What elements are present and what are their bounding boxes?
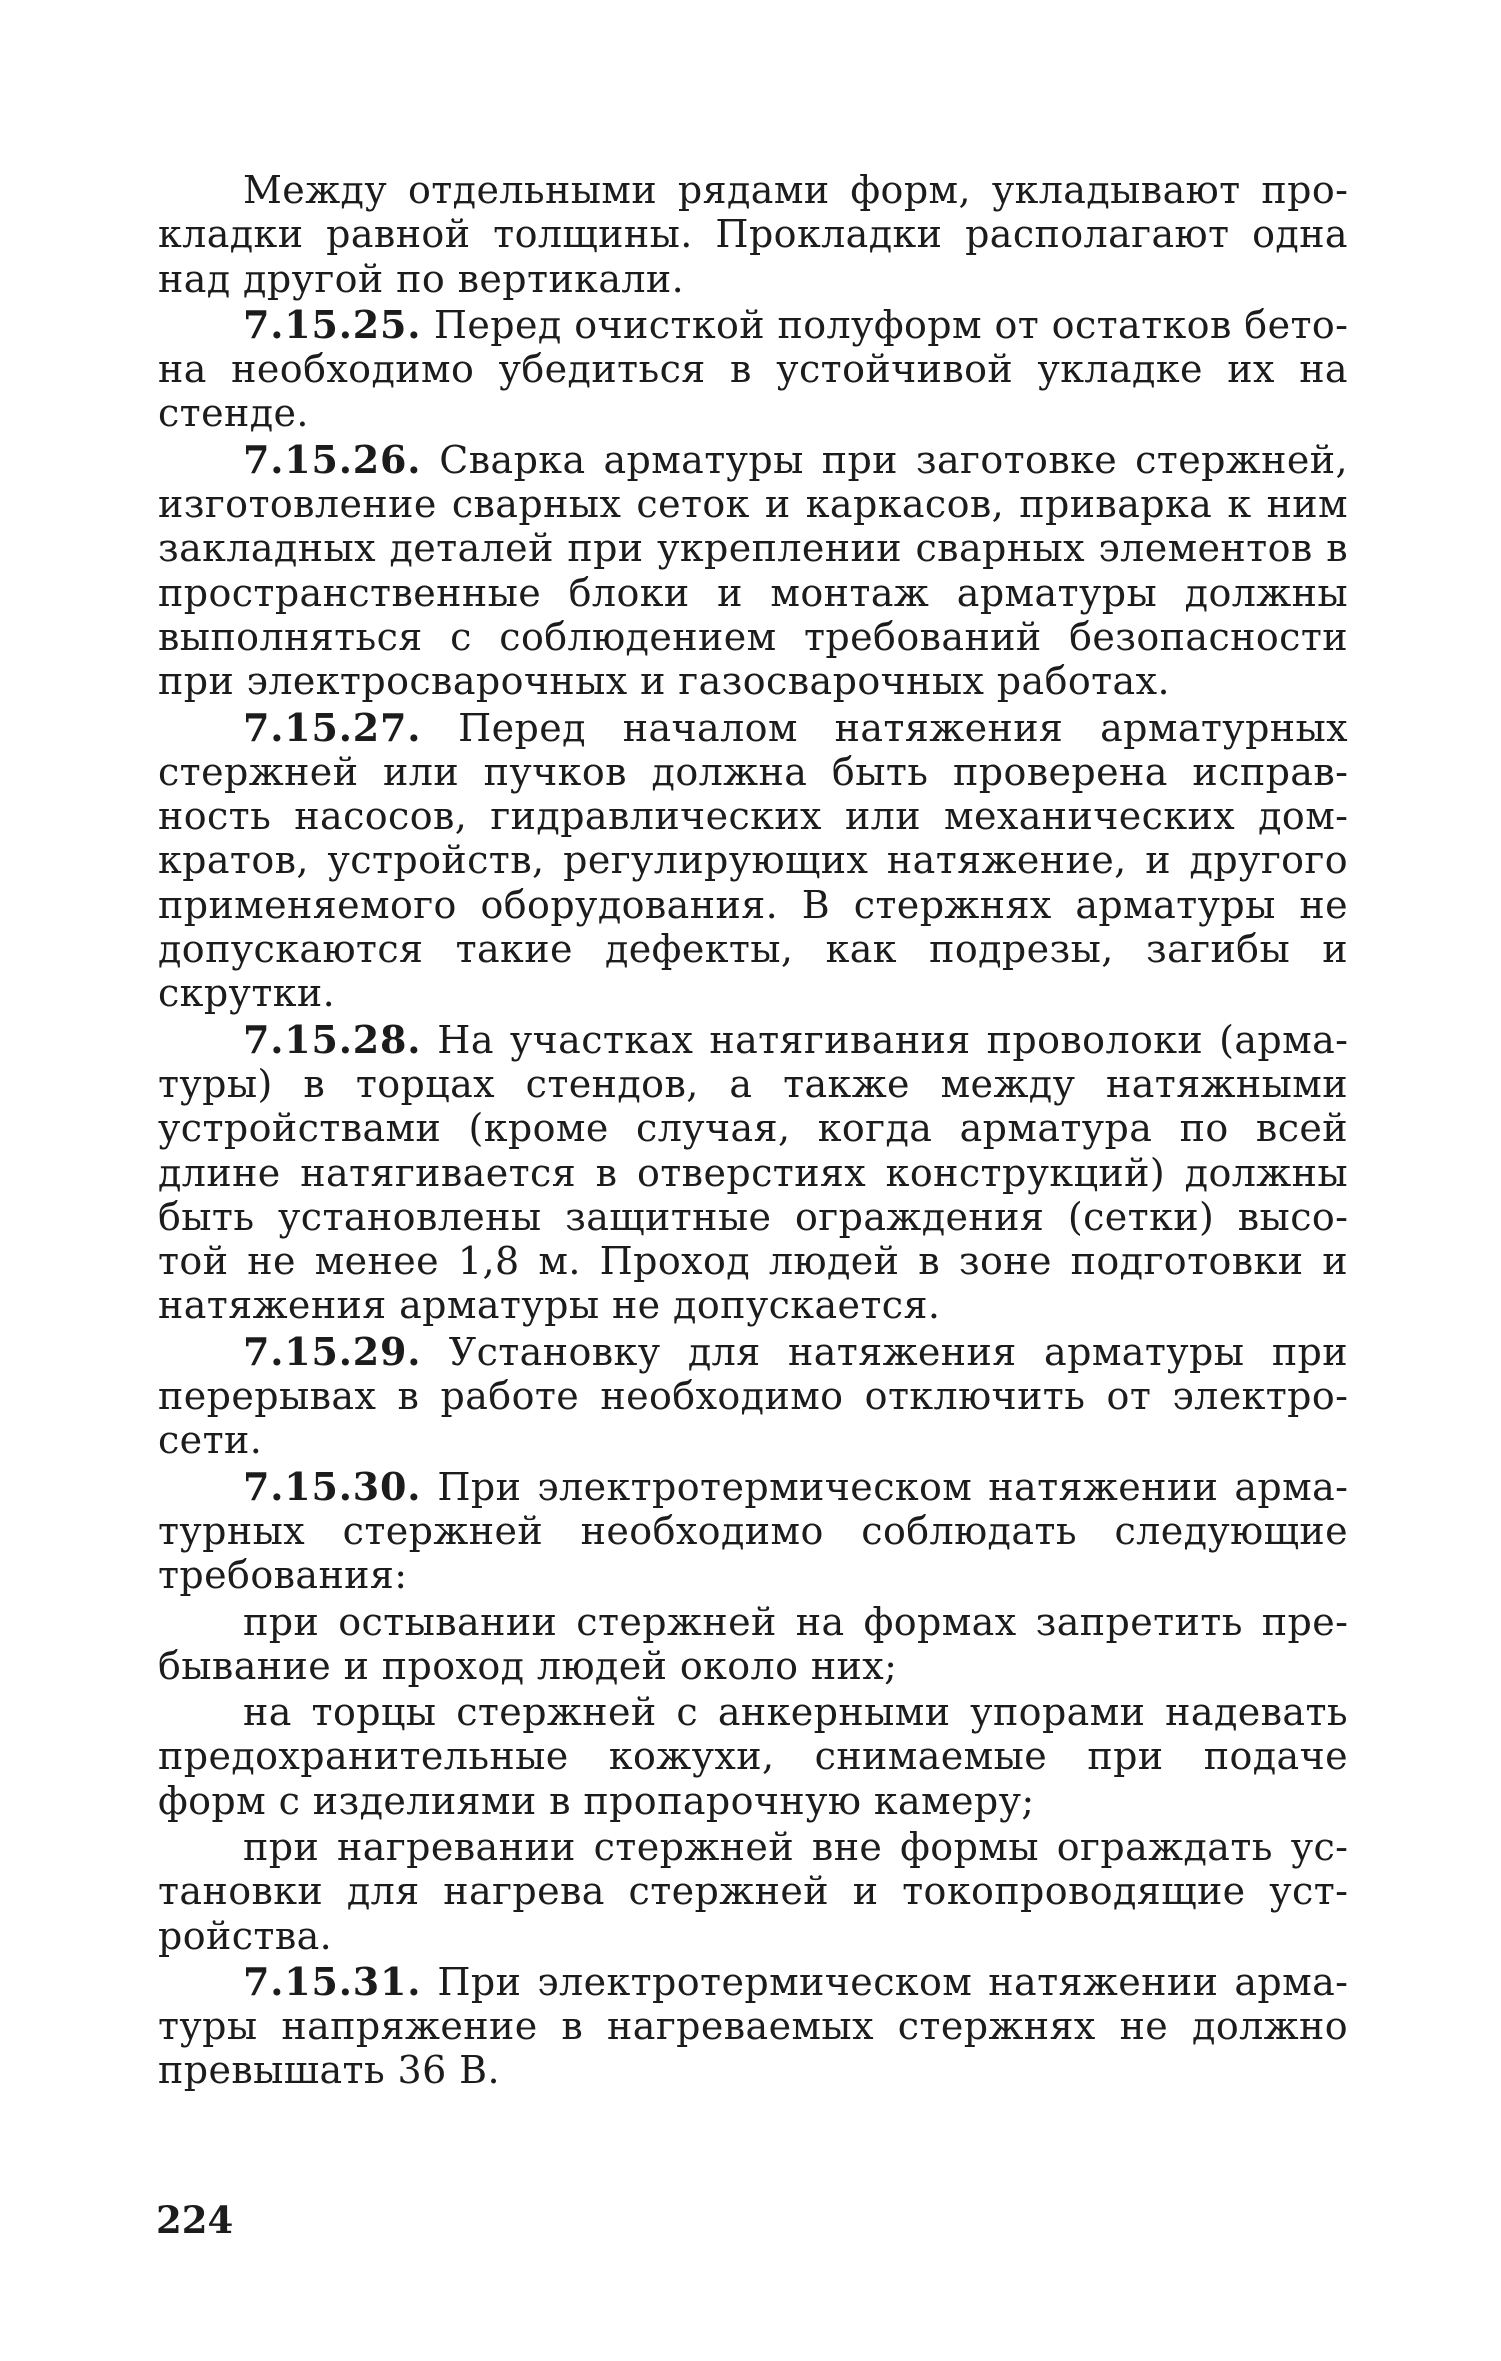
section-number: 7.15.25. <box>243 301 422 347</box>
paragraph-text: Перед очисткой полуформ от остатков бетона необходимо убедиться в устойчивой укладке их на стенде. <box>158 302 1348 436</box>
paragraph-text: Перед началом натяжения арматурных стержней или пучков должна быть проверена исправность насосов, гидравлических или механических домкратов, устройств, регулирующих натяжение, и другого применяемого оборудования. В стержнях арматуры не допускаются такие дефекты, как подрезы, загибы и скрутки. <box>158 705 1348 1016</box>
paragraph-7-15-28 <box>158 1018 1348 1328</box>
paragraph-text: При электротермическом натяжении арматурных стержней необходимо соблюдать следующие требования: <box>158 1464 1348 1598</box>
paragraph-text: На участках натягивания проволоки (арматуры) в торцах стендов, а также между натяжными устройствами (кроме случая, когда арматура по всей длине натягивается в отверстиях конструкций) должны быть установлены защитные ограждения (сетки) высотой не менее 1,8 м. Проход людей в зоне подготовки и натяжения арматуры не допускается. <box>158 1017 1348 1328</box>
section-number: 7.15.30. <box>243 1463 422 1509</box>
section-number: 7.15.28. <box>243 1016 422 1062</box>
requirement-item <box>158 1825 1348 1958</box>
paragraph-text: на торцы стержней с анкерными упорами надевать предохранительные кожухи, снимаемые при подаче форм с изделиями в пропарочную камеру; <box>158 1690 1348 1823</box>
paragraph-text: При электротермическом натяжении арматуры напряжение в нагреваемых стержнях не должно превышать 36 В. <box>158 1959 1348 2093</box>
requirement-item <box>158 1600 1348 1689</box>
paragraph-7-15-30 <box>158 1465 1348 1598</box>
paragraph-7-15-27 <box>158 706 1348 1016</box>
paragraph-7-15-29 <box>158 1330 1348 1463</box>
section-number: 7.15.26. <box>243 436 422 482</box>
section-number: 7.15.29. <box>243 1328 422 1374</box>
paragraph-text: при нагревании стержней вне формы ограждать установки для нагрева стержней и токопроводящие устройства. <box>158 1824 1348 1958</box>
requirement-item <box>158 1690 1348 1823</box>
section-number: 7.15.31. <box>243 1958 422 2004</box>
paragraph-text: Сварка арматуры при заготовке стержней, изготовление сварных сеток и каркасов, приварка к ним закладных деталей при укреплении сварных элементов в пространственные блоки и монтаж арматуры должны выполняться с соблюдением требований безопасности при электросварочных и газосварочных работах. <box>158 437 1348 704</box>
paragraph-7-15-26 <box>158 438 1348 704</box>
page-number: 224 <box>156 2198 234 2242</box>
section-number: 7.15.27. <box>243 704 422 750</box>
paragraph-text: Установку для натяжения арматуры при перерывах в работе необходимо отключить от электросети. <box>158 1329 1348 1463</box>
paragraph-7-15-31 <box>158 1960 1348 2093</box>
paragraph-intro <box>158 168 1348 301</box>
document-page <box>158 168 1348 2093</box>
paragraph-7-15-25 <box>158 303 1348 436</box>
paragraph-text: при остывании стержней на формах запретить пребывание и проход людей около них; <box>158 1599 1348 1688</box>
paragraph-text: Между отдельными рядами форм, укладывают прокладки равной толщины. Прокладки располагают одна над другой по вертикали. <box>158 168 1348 301</box>
